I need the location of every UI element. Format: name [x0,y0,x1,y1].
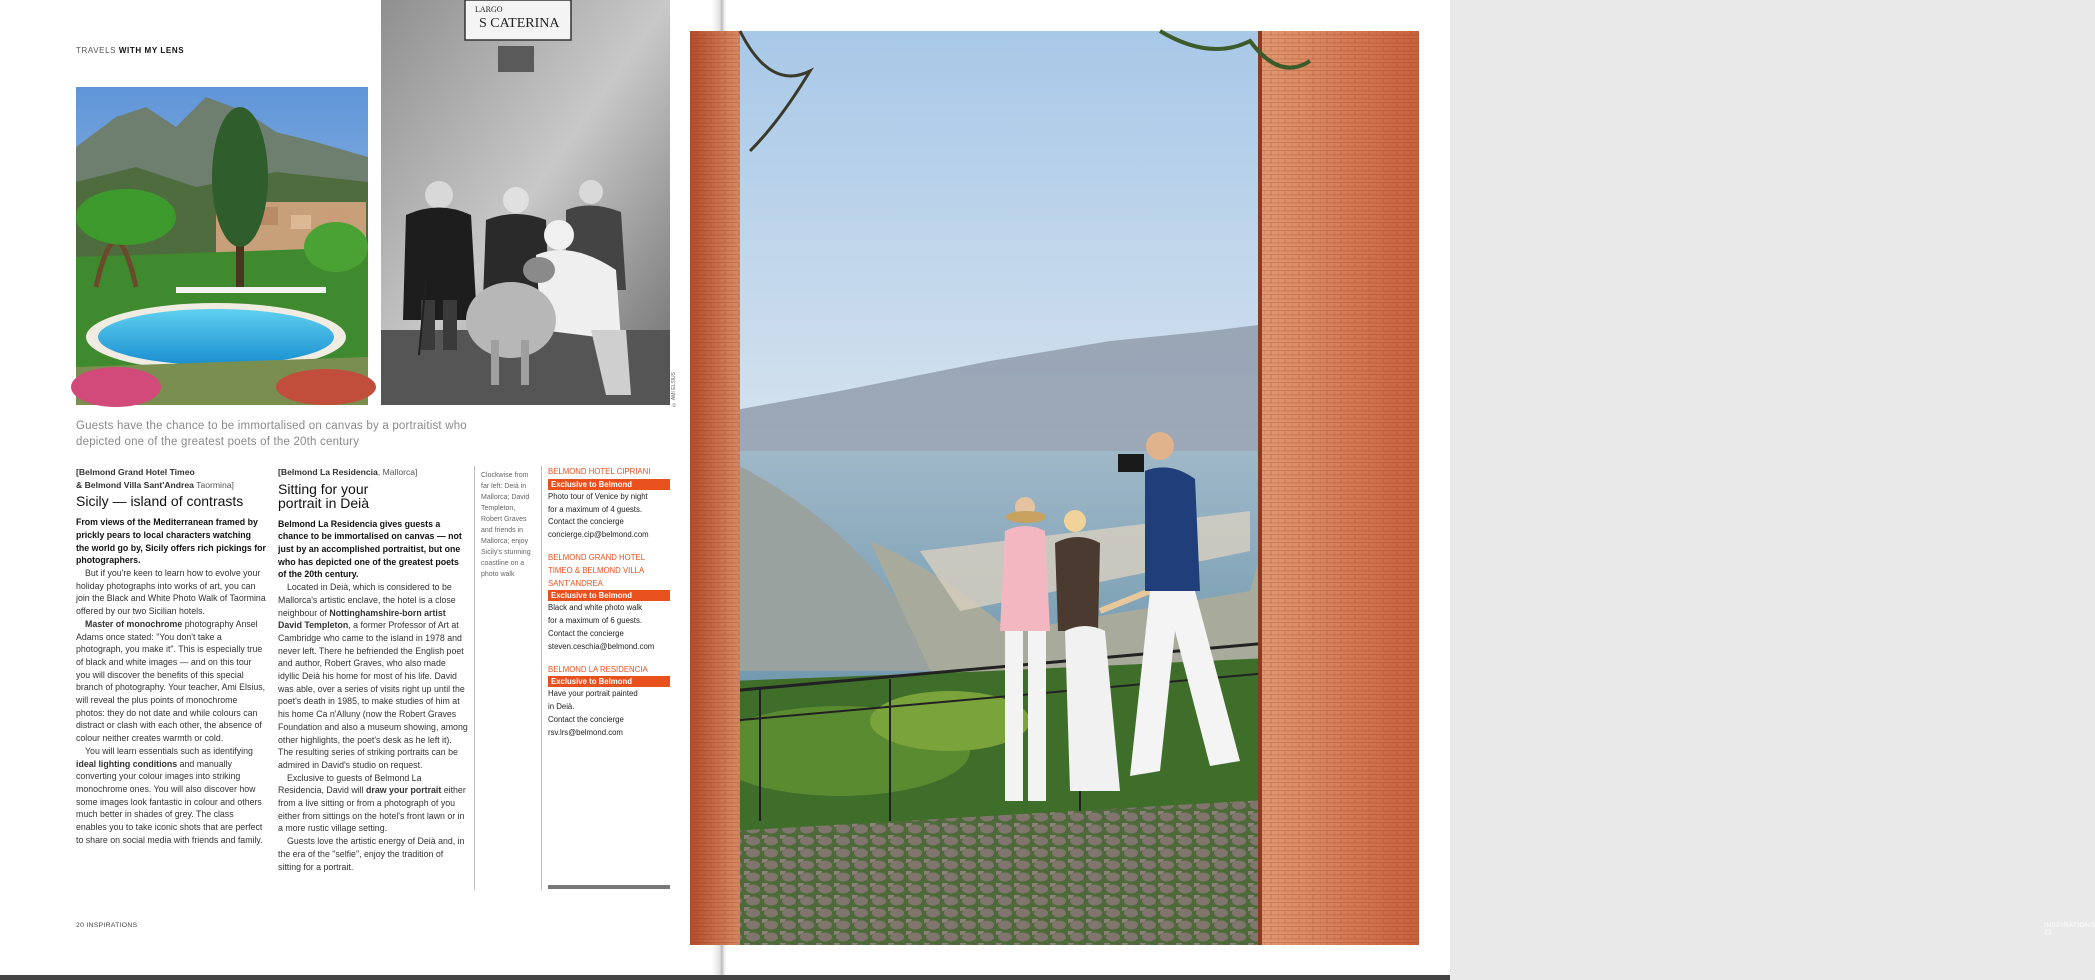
body-paragraph [278,581,468,772]
sidebar-line: Contact the concierge [548,628,624,638]
lead-paragraph-deia: Belmond La Residencia gives guests a chance to be immortalised on canvas — not just by an accomplished portraitist, but one who has depicted one of the greatest poets of the 20th century. [278,518,462,580]
page-bottom-edge [0,975,1450,980]
sidebar-block-timeo [548,552,670,654]
sidebar-line: in Deià. [548,702,575,712]
sign-line2: S CATERINA [479,16,560,31]
right-page [726,0,2095,975]
deia-pool-photo [76,87,368,405]
body-paragraph: Guests love the artistic energy of Deià and, in the era of the "selfie", enjoy the tradition of sitting for a portrait. [278,836,465,872]
sidebar-email: rsv.lrs@belmond.com [548,727,623,737]
bold-phrase: Master of monochrome [85,618,183,629]
tag-bold: [Belmond La Residencia [278,467,378,477]
tag-line2-plain: Taormina] [193,479,234,490]
sidebar-line: Contact the concierge [548,517,624,527]
sidebar-hotel-title: BELMOND HOTEL CIPRIANI [548,467,651,476]
exclusive-badge: Exclusive to Belmond [548,676,670,687]
photo-credit: © AMI ELSIUS [671,372,677,408]
sidebar-end-rule [548,885,670,889]
left-page [0,0,718,975]
sidebar-line: Black and white photo walk [548,603,643,613]
kicker-plain: TRAVELS [76,46,119,55]
sidebar-line: for a maximum of 6 guests. [548,616,643,626]
heading-line1: Sitting for your [278,480,369,497]
photo-caption: Clockwise from far left: Deià in Mallorca; David Templeton, Robert Graves and friends in Mallorca; enjoy Sicily's stunning coastline on a photo walk [481,472,531,578]
tag-line1: [Belmond Grand Hotel Timeo [76,467,195,477]
column-divider [541,466,542,890]
exclusive-badge: Exclusive to Belmond [548,590,670,601]
body-paragraph [76,745,266,847]
paragraph-text: , a former Professor of Art at Cambridge who came to the island in 1978 and never left. There he befriended the English poet and author, Robert Graves, who also made idyllic Deià his home for most of his life. David was able, over a series of visits right up until the poet's death in 1985, to make studies of him at his home Ca n'Alluny (now the Robert Graves Foundation and also a museum showing, among other highlights, the poet's desk as he left it). The resulting series of striking portraits can be admired in David's studio on request. [278,620,468,770]
hotel-tag-sicily [76,466,266,491]
sidebar-line: Contact the concierge [548,714,624,724]
taormina-photo-walk-photo [690,31,1419,945]
sidebar-block-cipriani [548,466,670,542]
paragraph-text: photography Ansel Adams once stated: "You don't take a photograph, you make it". This is especially true of black and white images — and on this tour you will discover the benefits of this special branch of photography. Your teacher, Ami Elsius, will reveal the plus points of monochrome photos: they do not date and while colours can distract or clash with each other, the absence of colour neither creates warmth or cold. [76,618,266,744]
paragraph-text: either from a live sitting or from a photograph of you either from sittings on the hotel's front lawn or in a more rustic village setting. [278,785,466,834]
exclusives-sidebar [548,466,670,750]
tag-line2-bold: & Belmond Villa Sant'Andrea [76,479,194,490]
section-heading-sicily: Sicily — island of contrasts [76,493,244,510]
lead-paragraph-sicily: From views of the Mediterranean framed by prickly pears to local characters watching the world go by, Sicily offers rich pickings for photographers. [76,517,266,566]
body-paragraph [278,772,468,836]
folio-left: 20 INSPIRATIONS [76,922,138,929]
exclusive-badge: Exclusive to Belmond [548,479,670,490]
bold-phrase: ideal lighting conditions [76,758,178,769]
body-paragraph: But if you're keen to learn how to evolve your holiday photographs into works of art, you can join the Black and White Photo Walk of Taormina offered by our two Sicilian hotels. [76,568,266,617]
sidebar-hotel-title: BELMOND GRAND HOTEL TIMEO & BELMOND VILLA SANT'ANDREA [548,552,645,588]
sidebar-email: steven.ceschia@belmond.com [548,641,655,651]
article-column-sicily [76,466,266,846]
sidebar-hotel-title: BELMOND LA RESIDENCIA [548,664,648,674]
body-paragraph [76,618,266,745]
sidebar-block-residencia [548,664,670,740]
bold-phrase: draw your portrait [366,785,442,796]
bold-phrase: Nottinghamshire-born artist David Templeton [278,607,446,631]
sidebar-line: for a maximum of 4 guests. [548,504,643,514]
paragraph-text: You will learn essentials such as identifying [85,745,253,756]
heading-line2: portrait in Deià [278,494,370,511]
hotel-tag-deia [278,466,468,479]
sign-line1: LARGO [475,5,503,14]
section-kicker [76,46,184,55]
tag-plain: , Mallorca] [377,467,418,477]
sidebar-email: concierge.cip@belmond.com [548,530,649,540]
kicker-bold: WITH MY LENS [118,46,185,55]
article-column-deia [278,466,468,873]
sidebar-line: Have your portrait painted [548,689,638,699]
sidebar-line: Photo tour of Venice by night [548,491,648,501]
bw-friends-photo [381,0,670,405]
paragraph-text: and manually converting your colour images into striking monochrome ones. You will also discover how some images look fantastic in colour and others much better in shades of grey. The class enables you to take iconic shots that are perfect to share on social media with friends and family. [76,758,263,845]
pull-quote: Guests have the chance to be immortalised on canvas by a portraitist who depicted one of the greatest poets of the 20th century [76,420,467,448]
section-heading-deia [278,482,468,510]
paragraph-text: Exclusive to guests of Belmond La Residencia, David will [278,772,422,796]
folio-right: INSPIRATIONS 21 [2044,922,2095,936]
paragraph-text: Located in Deià, which is considered to be Mallorca's artistic enclave, the hotel is a close neighbour of [278,582,456,618]
column-divider [474,466,475,890]
